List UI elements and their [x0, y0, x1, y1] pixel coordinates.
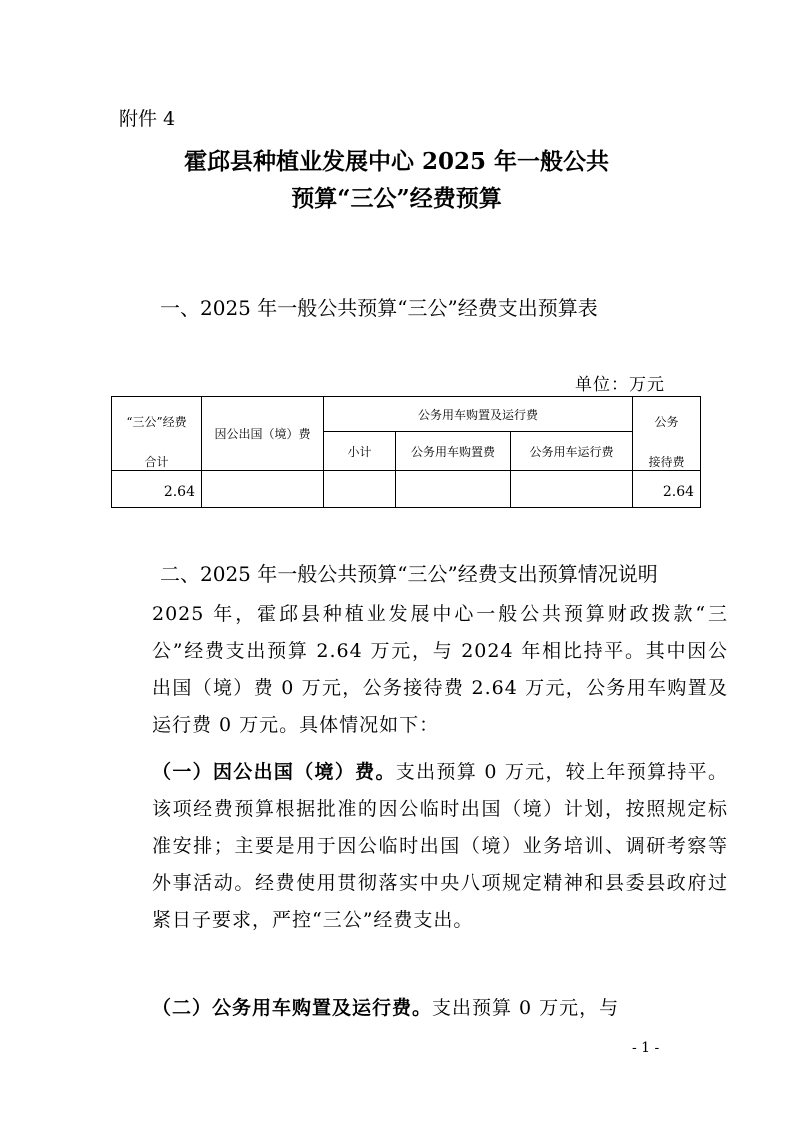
paragraph-2 — [112, 754, 728, 939]
header-total-line-1: “三公”经费 — [126, 415, 187, 429]
section-1-heading: 一、2025 年一般公共预算“三公”经费支出预算表 — [160, 296, 598, 320]
table-row — [112, 471, 701, 508]
header-reception-line-1: 公务 — [654, 415, 679, 429]
cell-vehicle-purchase — [396, 471, 511, 508]
header-total — [112, 397, 202, 471]
paragraph-3 — [112, 990, 728, 1027]
cell-abroad — [202, 471, 324, 508]
header-reception-line-2: 接待费 — [648, 455, 685, 469]
table-header-row-1 — [112, 397, 701, 432]
document-title-line-1: 霍邱县种植业发展中心 2025 年一般公共 — [183, 148, 610, 175]
header-total-line-2: 合计 — [144, 455, 169, 469]
page-number: - 1 - — [632, 1040, 660, 1056]
cell-subtotal — [324, 471, 396, 508]
header-vehicle-operation: 公务用车运行费 — [511, 432, 633, 471]
section-2-heading: 二、2025 年一般公共预算“三公”经费支出预算情况说明 — [160, 562, 658, 586]
paragraph-3-body: 支出预算 0 万元，与 — [432, 997, 620, 1019]
header-vehicle-purchase: 公务用车购置费 — [396, 432, 511, 471]
header-reception — [633, 397, 701, 471]
paragraph-1: 2025 年，霍邱县种植业发展中心一般公共预算财政拨款“三公”经费支出预算 2.64 万元，与 2024 年相比持平。其中因公出国（境）费 0 万元，公务接待费 2.64 万元，公务用车购置及运行费 0 万元。具体情况如下： — [152, 603, 728, 736]
header-abroad: 因公出国（境）费 — [202, 397, 324, 471]
cell-vehicle-operation — [511, 471, 633, 508]
unit-label: 单位：万元 — [575, 375, 665, 395]
paragraph-3-lead: （二）公务用车购置及运行费。 — [152, 997, 433, 1019]
attachment-label: 附件 4 — [119, 108, 176, 130]
paragraph-2-lead: （一）因公出国（境）费。 — [152, 761, 396, 783]
cell-total: 2.64 — [112, 471, 202, 508]
header-subtotal: 小计 — [324, 432, 396, 471]
document-title-line-2: 预算“三公”经费预算 — [291, 185, 502, 212]
cell-reception: 2.64 — [633, 471, 701, 508]
paragraph-2-body: 支出预算 0 万元，较上年预算持平。该项经费预算根据批准的因公临时出国（境）计划，按照规定标准安排；主要是用于因公临时出国（境）业务培训、调研考察等外事活动。经费使用贯彻落实中央八项规定精神和县委县政府过紧日子要求，严控“三公”经费支出。 — [152, 761, 728, 931]
budget-table — [111, 396, 701, 508]
header-vehicle-group: 公务用车购置及运行费 — [324, 397, 633, 432]
